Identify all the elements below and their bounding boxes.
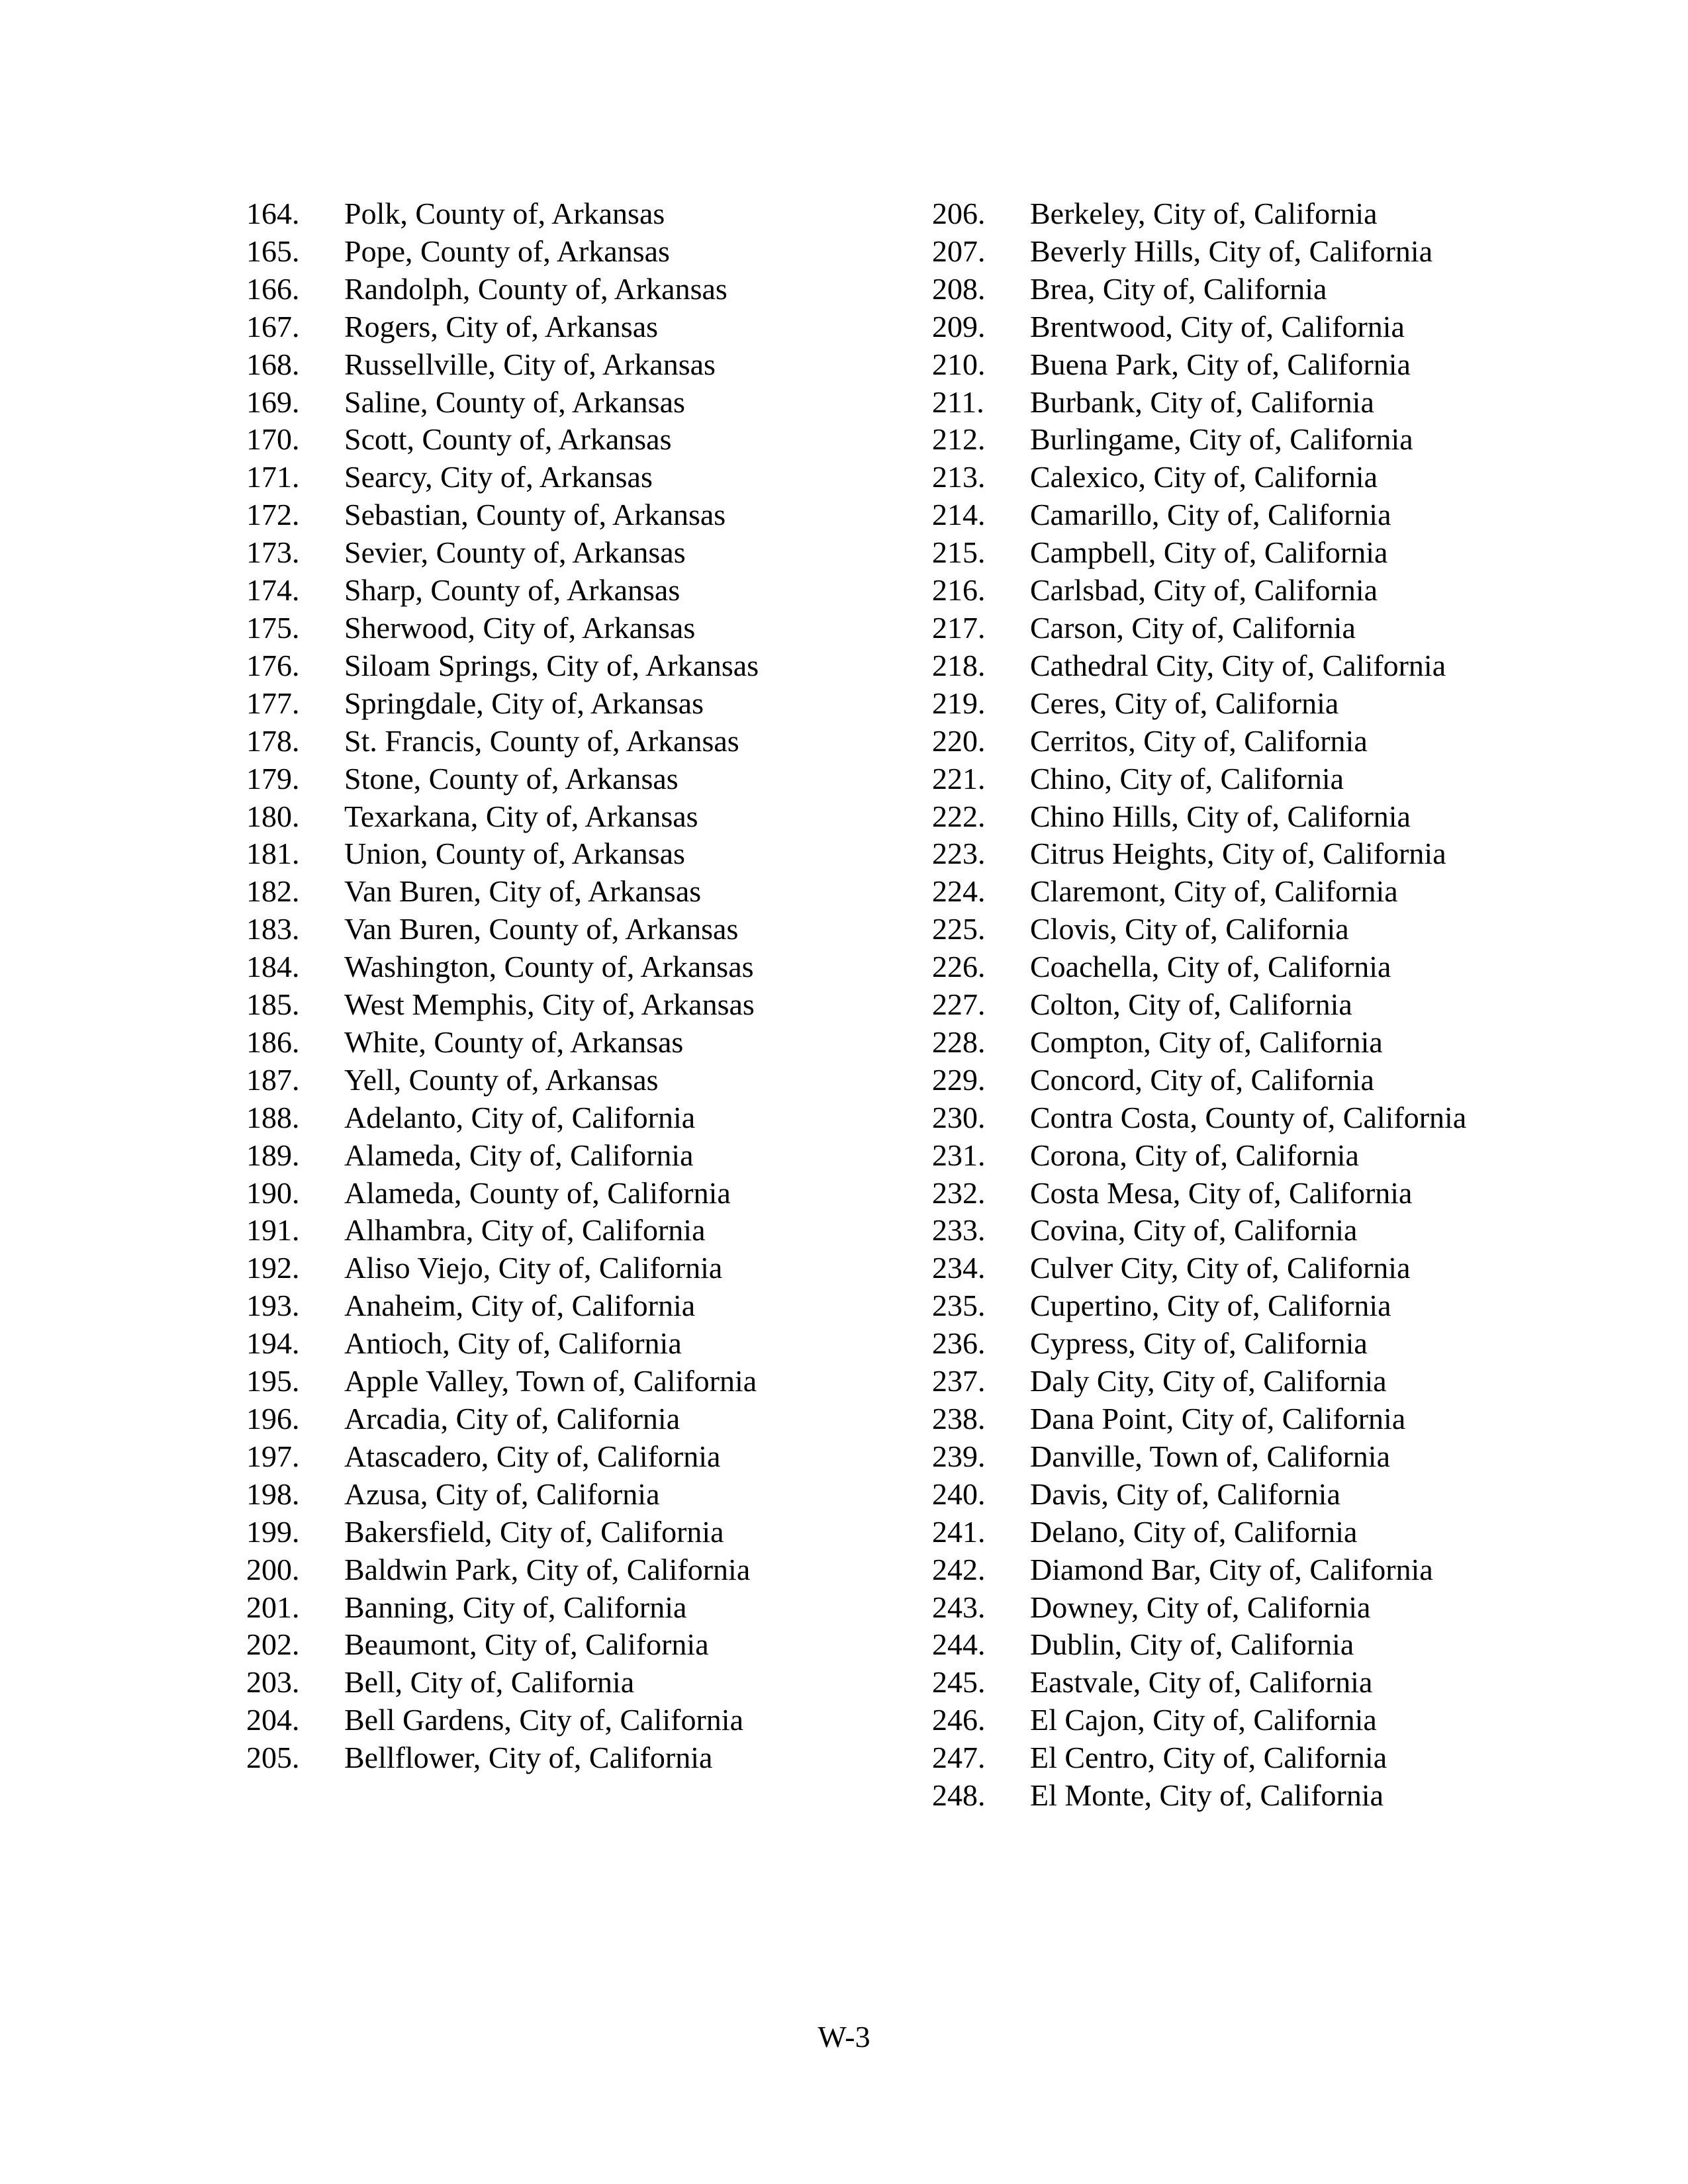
item-name: Corona, City of, California (1030, 1138, 1359, 1172)
list-item (246, 1250, 908, 1287)
item-name: Concord, City of, California (1030, 1062, 1374, 1097)
list-item (246, 911, 908, 948)
list-item (246, 1664, 908, 1702)
list-item (932, 346, 1594, 384)
item-name: Yell, County of, Arkansas (344, 1062, 659, 1097)
list-item (246, 384, 908, 422)
item-name: Compton, City of, California (1030, 1024, 1383, 1059)
item-name: Cerritos, City of, California (1030, 723, 1368, 758)
item-number: 176. (246, 648, 300, 682)
item-name: Polk, County of, Arkansas (344, 197, 665, 230)
list-item (932, 233, 1594, 271)
item-name: Rogers, City of, Arkansas (344, 309, 659, 343)
item-number: 199. (246, 1514, 300, 1549)
list-item (246, 1702, 908, 1739)
item-name: Azusa, City of, California (344, 1477, 660, 1511)
item-name: El Cajon, City of, California (1030, 1703, 1377, 1737)
item-name: Eastvale, City of, California (1030, 1665, 1373, 1700)
item-name: Costa Mesa, City of, California (1030, 1175, 1413, 1210)
list-item (246, 496, 908, 534)
item-number: 221. (932, 761, 986, 796)
list-item (246, 1099, 908, 1137)
item-name: Diamond Bar, City of, California (1030, 1552, 1433, 1586)
item-number: 194. (246, 1326, 300, 1361)
item-number: 203. (246, 1665, 300, 1700)
list-item (932, 534, 1594, 572)
item-number: 248. (932, 1778, 986, 1813)
item-number: 170. (246, 422, 300, 457)
item-number: 202. (246, 1627, 300, 1662)
list-item (246, 271, 908, 308)
left-column (246, 195, 908, 1777)
item-number: 242. (932, 1552, 986, 1586)
list-item (932, 911, 1594, 948)
item-number: 223. (932, 837, 986, 871)
item-name: Danville, Town of, California (1030, 1439, 1390, 1473)
list-item (246, 1137, 908, 1175)
item-name: Saline, County of, Arkansas (344, 385, 685, 419)
item-name: Culver City, City of, California (1030, 1251, 1411, 1285)
item-name: Sherwood, City of, Arkansas (344, 610, 696, 645)
item-name: Apple Valley, Town of, California (344, 1364, 757, 1398)
list-item (932, 1664, 1594, 1702)
item-number: 211. (932, 385, 984, 419)
item-number: 166. (246, 271, 300, 306)
item-number: 214. (932, 498, 986, 532)
list-item (932, 195, 1594, 233)
item-number: 244. (932, 1627, 986, 1662)
list-item (932, 1400, 1594, 1438)
item-number: 216. (932, 573, 986, 608)
list-item (932, 647, 1594, 685)
item-number: 190. (246, 1175, 300, 1210)
list-item (932, 1551, 1594, 1589)
list-item (246, 195, 908, 233)
page-number: W-3 (818, 2020, 870, 2054)
item-name: Alameda, City of, California (344, 1138, 694, 1172)
item-number: 205. (246, 1741, 300, 1775)
item-number: 187. (246, 1062, 300, 1097)
list-item (932, 1363, 1594, 1400)
item-number: 192. (246, 1251, 300, 1285)
list-item (932, 271, 1594, 308)
list-item (246, 346, 908, 384)
list-item (932, 1739, 1594, 1777)
item-number: 164. (246, 197, 300, 230)
list-item (246, 572, 908, 610)
list-item (246, 610, 908, 647)
item-number: 247. (932, 1741, 986, 1775)
item-name: Delano, City of, California (1030, 1514, 1358, 1549)
list-item (932, 1250, 1594, 1287)
item-name: Brea, City of, California (1030, 271, 1327, 306)
item-name: El Monte, City of, California (1030, 1778, 1384, 1813)
item-number: 209. (932, 309, 986, 343)
item-number: 167. (246, 309, 300, 343)
item-number: 180. (246, 799, 300, 833)
item-name: Covina, City of, California (1030, 1213, 1358, 1248)
list-item (246, 421, 908, 459)
item-number: 239. (932, 1439, 986, 1473)
item-number: 219. (932, 686, 986, 720)
item-name: Washington, County of, Arkansas (344, 950, 754, 984)
item-number: 227. (932, 987, 986, 1022)
list-item (932, 308, 1594, 346)
item-name: Van Buren, County of, Arkansas (344, 912, 739, 946)
item-name: Downey, City of, California (1030, 1590, 1371, 1624)
list-item (246, 1589, 908, 1627)
list-item (932, 1062, 1594, 1099)
list-item (932, 1476, 1594, 1514)
item-name: Colton, City of, California (1030, 987, 1352, 1022)
list-item (246, 1024, 908, 1062)
item-number: 204. (246, 1703, 300, 1737)
item-name: Clovis, City of, California (1030, 912, 1349, 946)
item-name: Brentwood, City of, California (1030, 309, 1405, 343)
item-number: 225. (932, 912, 986, 946)
item-name: Beverly Hills, City of, California (1030, 234, 1433, 268)
item-name: Davis, City of, California (1030, 1477, 1340, 1511)
list-item (246, 835, 908, 873)
item-number: 169. (246, 385, 300, 419)
item-number: 215. (932, 535, 986, 570)
item-number: 172. (246, 498, 300, 532)
item-name: Citrus Heights, City of, California (1030, 837, 1446, 871)
list-item (246, 798, 908, 836)
list-item (932, 1777, 1594, 1815)
item-number: 240. (932, 1477, 986, 1511)
item-number: 236. (932, 1326, 986, 1361)
item-name: Burbank, City of, California (1030, 385, 1374, 419)
list-item (246, 1400, 908, 1438)
item-number: 189. (246, 1138, 300, 1172)
list-item (932, 986, 1594, 1024)
item-name: Aliso Viejo, City of, California (344, 1251, 723, 1285)
list-item (932, 1438, 1594, 1476)
item-name: Alameda, County of, California (344, 1175, 731, 1210)
list-item (246, 647, 908, 685)
item-number: 230. (932, 1100, 986, 1134)
list-item (932, 1514, 1594, 1551)
list-item (246, 1287, 908, 1325)
item-name: Campbell, City of, California (1030, 535, 1388, 570)
item-number: 241. (932, 1514, 986, 1549)
item-name: Springdale, City of, Arkansas (344, 686, 704, 720)
item-name: Adelanto, City of, California (344, 1100, 696, 1134)
list-item (246, 1626, 908, 1664)
list-item (246, 986, 908, 1024)
list-item (932, 798, 1594, 836)
list-item (932, 1287, 1594, 1325)
list-item (932, 1589, 1594, 1627)
item-name: Van Buren, City of, Arkansas (344, 874, 702, 909)
item-number: 168. (246, 347, 300, 381)
item-name: Banning, City of, California (344, 1590, 687, 1624)
item-number: 183. (246, 912, 300, 946)
item-name: Chino, City of, California (1030, 761, 1344, 796)
item-number: 229. (932, 1062, 986, 1097)
list-item (932, 723, 1594, 760)
item-number: 246. (932, 1703, 986, 1737)
item-name: Daly City, City of, California (1030, 1364, 1387, 1398)
item-number: 181. (246, 837, 300, 871)
list-item (932, 1175, 1594, 1212)
item-name: Contra Costa, County of, California (1030, 1100, 1467, 1134)
item-number: 234. (932, 1251, 986, 1285)
item-name: Russellville, City of, Arkansas (344, 347, 716, 381)
item-number: 233. (932, 1213, 986, 1248)
list-item (246, 685, 908, 723)
list-item (246, 1514, 908, 1551)
list-item (932, 572, 1594, 610)
item-name: Burlingame, City of, California (1030, 422, 1413, 457)
item-name: Antioch, City of, California (344, 1326, 682, 1361)
item-number: 178. (246, 723, 300, 758)
list-item (246, 948, 908, 986)
item-name: Stone, County of, Arkansas (344, 761, 679, 796)
item-number: 171. (246, 460, 300, 494)
list-item (246, 1325, 908, 1363)
item-number: 188. (246, 1100, 300, 1134)
item-name: Pope, County of, Arkansas (344, 234, 670, 268)
item-number: 238. (932, 1402, 986, 1435)
list-item (246, 233, 908, 271)
list-item (246, 459, 908, 496)
item-number: 184. (246, 950, 300, 984)
item-name: Buena Park, City of, California (1030, 347, 1411, 381)
list-item (932, 948, 1594, 986)
item-number: 197. (246, 1439, 300, 1473)
item-number: 201. (246, 1590, 300, 1624)
list-item (932, 760, 1594, 798)
list-item (932, 1626, 1594, 1664)
item-number: 193. (246, 1289, 300, 1323)
list-item (246, 1476, 908, 1514)
list-item (246, 723, 908, 760)
item-number: 195. (246, 1364, 300, 1398)
item-number: 228. (932, 1024, 986, 1059)
item-number: 218. (932, 648, 986, 682)
item-number: 185. (246, 987, 300, 1022)
list-item (932, 459, 1594, 496)
list-item (246, 873, 908, 911)
item-name: Chino Hills, City of, California (1030, 799, 1411, 833)
item-number: 179. (246, 761, 300, 796)
item-number: 173. (246, 535, 300, 570)
item-name: Atascadero, City of, California (344, 1439, 721, 1473)
item-name: Sevier, County of, Arkansas (344, 535, 686, 570)
item-number: 213. (932, 460, 986, 494)
item-name: Bell, City of, California (344, 1665, 635, 1700)
item-number: 243. (932, 1590, 986, 1624)
list-item (246, 1175, 908, 1212)
item-number: 206. (932, 197, 986, 230)
item-name: Union, County of, Arkansas (344, 837, 685, 871)
item-name: Baldwin Park, City of, California (344, 1552, 751, 1586)
item-name: Cathedral City, City of, California (1030, 648, 1446, 682)
list-item (932, 685, 1594, 723)
list-item (932, 384, 1594, 422)
item-name: St. Francis, County of, Arkansas (344, 723, 739, 758)
item-name: Berkeley, City of, California (1030, 197, 1378, 230)
item-name: Camarillo, City of, California (1030, 498, 1391, 532)
list-item (932, 1099, 1594, 1137)
item-name: Claremont, City of, California (1030, 874, 1398, 909)
list-item (932, 1325, 1594, 1363)
list-item (246, 1551, 908, 1589)
list-item (246, 1363, 908, 1400)
right-column (932, 195, 1594, 1815)
item-number: 212. (932, 422, 986, 457)
item-name: White, County of, Arkansas (344, 1024, 684, 1059)
item-name: Scott, County of, Arkansas (344, 422, 672, 457)
list-item (932, 1212, 1594, 1250)
item-number: 217. (932, 610, 986, 645)
item-name: El Centro, City of, California (1030, 1741, 1387, 1775)
item-name: Cupertino, City of, California (1030, 1289, 1391, 1323)
item-number: 231. (932, 1138, 986, 1172)
item-number: 207. (932, 234, 986, 268)
item-name: Sharp, County of, Arkansas (344, 573, 680, 608)
item-name: Dublin, City of, California (1030, 1627, 1354, 1662)
item-name: Carson, City of, California (1030, 610, 1356, 645)
item-name: Carlsbad, City of, California (1030, 573, 1378, 608)
item-name: Dana Point, City of, California (1030, 1402, 1406, 1435)
list-item (246, 1212, 908, 1250)
item-number: 235. (932, 1289, 986, 1323)
list-item (246, 308, 908, 346)
list-item (246, 1062, 908, 1099)
item-number: 224. (932, 874, 986, 909)
item-name: Searcy, City of, Arkansas (344, 460, 653, 494)
list-item (932, 496, 1594, 534)
item-name: West Memphis, City of, Arkansas (344, 987, 755, 1022)
list-item (932, 1024, 1594, 1062)
item-name: Randolph, County of, Arkansas (344, 271, 727, 306)
item-number: 165. (246, 234, 300, 268)
item-number: 196. (246, 1402, 300, 1435)
list-item (932, 1137, 1594, 1175)
item-number: 232. (932, 1175, 986, 1210)
list-item (246, 1438, 908, 1476)
item-name: Anaheim, City of, California (344, 1289, 696, 1323)
item-name: Texarkana, City of, Arkansas (344, 799, 698, 833)
item-number: 174. (246, 573, 300, 608)
item-number: 182. (246, 874, 300, 909)
item-number: 237. (932, 1364, 986, 1398)
item-name: Calexico, City of, California (1030, 460, 1378, 494)
item-name: Arcadia, City of, California (344, 1402, 680, 1435)
item-name: Sebastian, County of, Arkansas (344, 498, 726, 532)
item-number: 222. (932, 799, 986, 833)
item-name: Siloam Springs, City of, Arkansas (344, 648, 759, 682)
item-name: Bakersfield, City of, California (344, 1514, 724, 1549)
item-number: 245. (932, 1665, 986, 1700)
item-name: Bell Gardens, City of, California (344, 1703, 743, 1737)
item-name: Ceres, City of, California (1030, 686, 1339, 720)
item-name: Coachella, City of, California (1030, 950, 1391, 984)
item-number: 210. (932, 347, 986, 381)
item-name: Alhambra, City of, California (344, 1213, 706, 1248)
list-item (246, 534, 908, 572)
item-number: 226. (932, 950, 986, 984)
item-name: Bellflower, City of, California (344, 1741, 713, 1775)
item-name: Cypress, City of, California (1030, 1326, 1368, 1361)
list-item (932, 835, 1594, 873)
list-item (246, 1739, 908, 1777)
list-item (932, 421, 1594, 459)
item-number: 191. (246, 1213, 300, 1248)
item-number: 208. (932, 271, 986, 306)
item-name: Beaumont, City of, California (344, 1627, 709, 1662)
item-number: 177. (246, 686, 300, 720)
item-number: 220. (932, 723, 986, 758)
list-item (932, 873, 1594, 911)
item-number: 200. (246, 1552, 300, 1586)
list-item (932, 610, 1594, 647)
item-number: 186. (246, 1024, 300, 1059)
item-number: 198. (246, 1477, 300, 1511)
list-item (932, 1702, 1594, 1739)
item-number: 175. (246, 610, 300, 645)
list-item (246, 760, 908, 798)
